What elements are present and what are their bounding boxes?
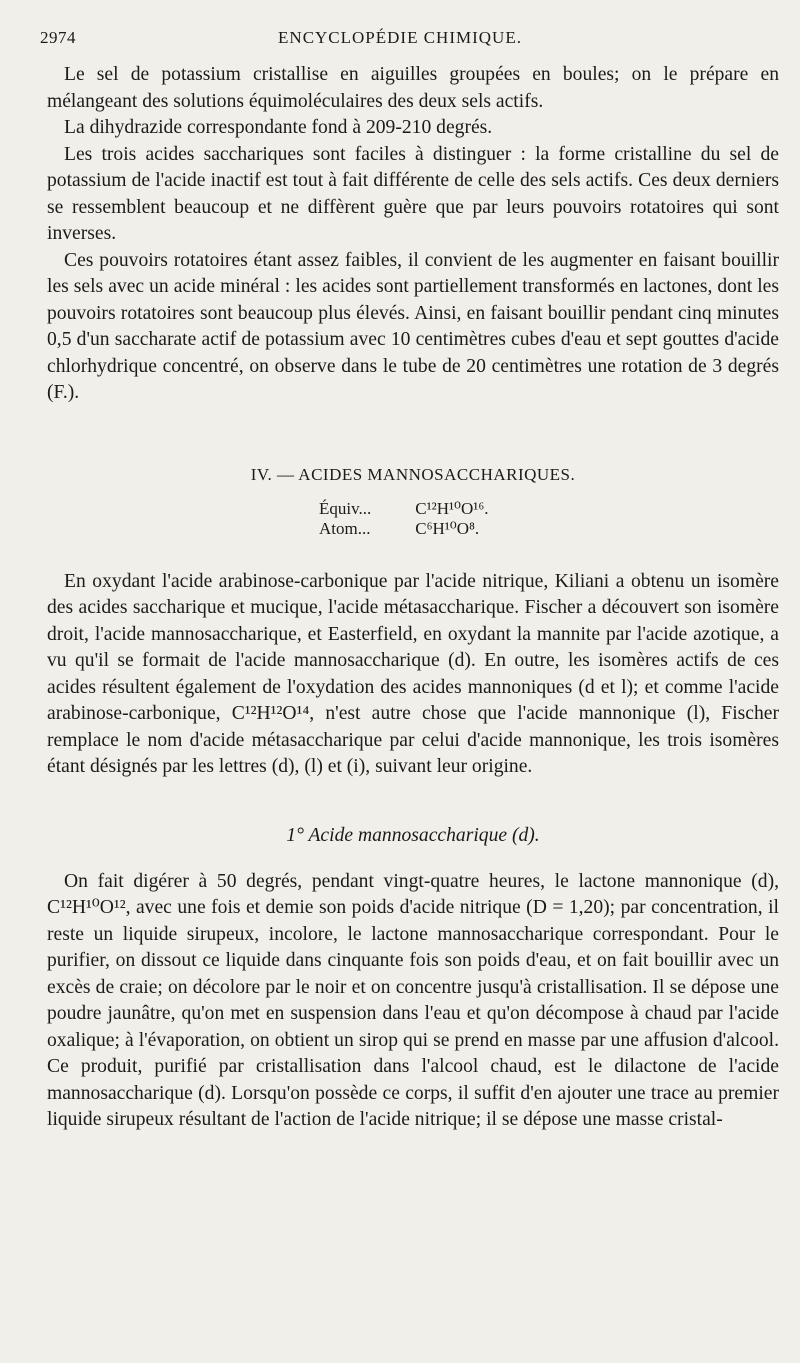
paragraph-three-acids: Les trois acides sacchariques sont faciles à distinguer : la forme cristalline du sel de potassium de l'acide inactif est tout à fait différente de celle des sels actifs. Ces deux derniers se ressemblent beaucoup et ne diffèrent guère que par leurs pouvoirs rotatoires qui sont inverses. [47, 143, 779, 244]
equiv-formula: C¹²H¹⁰O¹⁶. [415, 498, 489, 518]
page-body [47, 62, 779, 1134]
formula-block [319, 499, 779, 539]
subsection-title-text: 1° Acide mannosaccharique (d). [286, 824, 540, 846]
atom-formula: C⁶H¹⁰O⁸. [415, 518, 480, 538]
running-title: ENCYCLOPÉDIE CHIMIQUE. [278, 28, 522, 47]
paragraph-preparation: On fait digérer à 50 degrés, pendant vingt-quatre heures, le lactone mannonique (d), C¹²H¹⁰O¹², avec une fois et demie son poids d'acide nitrique (D = 1,20); par concentration, il reste un liquide sirupeux, incolore, le lactone mannosaccharique correspondant. Pour le purifier, on dissout ce liquide dans cinquante fois son poids d'eau, et on fait bouillir avec un excès de craie; on décolore par le noir et on concentre jusqu'à cristallisation. Il se dépose une poudre jaunâtre, qu'on met en suspension dans l'eau et qu'on décompose à chaud par l'acide oxalique; à l'évaporation, on obtient un sirop qui se prend en masse par une affusion d'alcool. Ce produit, purifié par cristallisation dans l'alcool chaud, est le dilactone de l'acide mannosaccharique (d). Lorsqu'on possède ce corps, il suffit d'en ajouter une trace au premier liquide sirupeux résultant de l'action de l'acide nitrique; il se dépose une masse cristal- [47, 870, 779, 1130]
paragraph-potassium-salt: Le sel de potassium cristallise en aiguilles groupées en boules; on le prépare en mélangeant des solutions équimoléculaires des deux sels actifs. [47, 64, 779, 112]
atom-row [319, 519, 779, 539]
paragraph-dihydrazide: La dihydrazide correspondante fond à 209-210 degrés. [64, 117, 493, 138]
page-number: 2974 [40, 28, 76, 47]
paragraph-oxidation: En oxydant l'acide arabinose-carbonique par l'acide nitrique, Kiliani a obtenu un isomère des acides saccharique et mucique, l'acide métasaccharique. Fischer a découvert son isomère droit, l'acide mannosaccharique, et Easterfield, en oxydant la mannite par l'acide azotique, a vu qu'il se formait de l'acide mannosaccharique (d). En outre, les isomères actifs de ces acides résultent également de l'oxydation des acides mannoniques (d et l); et comme l'acide arabinose-carbonique, C¹²H¹²O¹⁴, n'est autre chose que l'acide mannonique (l), Fischer remplace le nom d'acide métasaccharique par celui d'acide mannonique, les trois isomères étant désignés par les lettres (d), (l) et (i), suivant leur origine. [47, 570, 779, 777]
section-title: IV. — ACIDES MANNOSACCHARIQUES. [250, 464, 576, 484]
page-header [40, 28, 760, 54]
equiv-row [319, 499, 779, 519]
equiv-label: Équiv... [319, 498, 372, 518]
subsection-title [47, 825, 779, 847]
atom-label: Atom... [319, 518, 371, 538]
paragraph-rotatory-powers: Ces pouvoirs rotatoires étant assez faibles, il convient de les augmenter en faisant bouillir les sels avec un acide minéral : les acides sont partiellement transformés en lactones, dont les pouvoirs rotatoires sont beaucoup plus élevés. Ainsi, en faisant bouillir pendant cinq minutes 0,5 d'un saccharate actif de potassium avec 10 centimètres cubes d'eau et sept gouttes d'acide chlorhydrique concentré, on observe dans le tube de 20 centimètres une rotation de 3 degrés (F.). [47, 249, 779, 403]
